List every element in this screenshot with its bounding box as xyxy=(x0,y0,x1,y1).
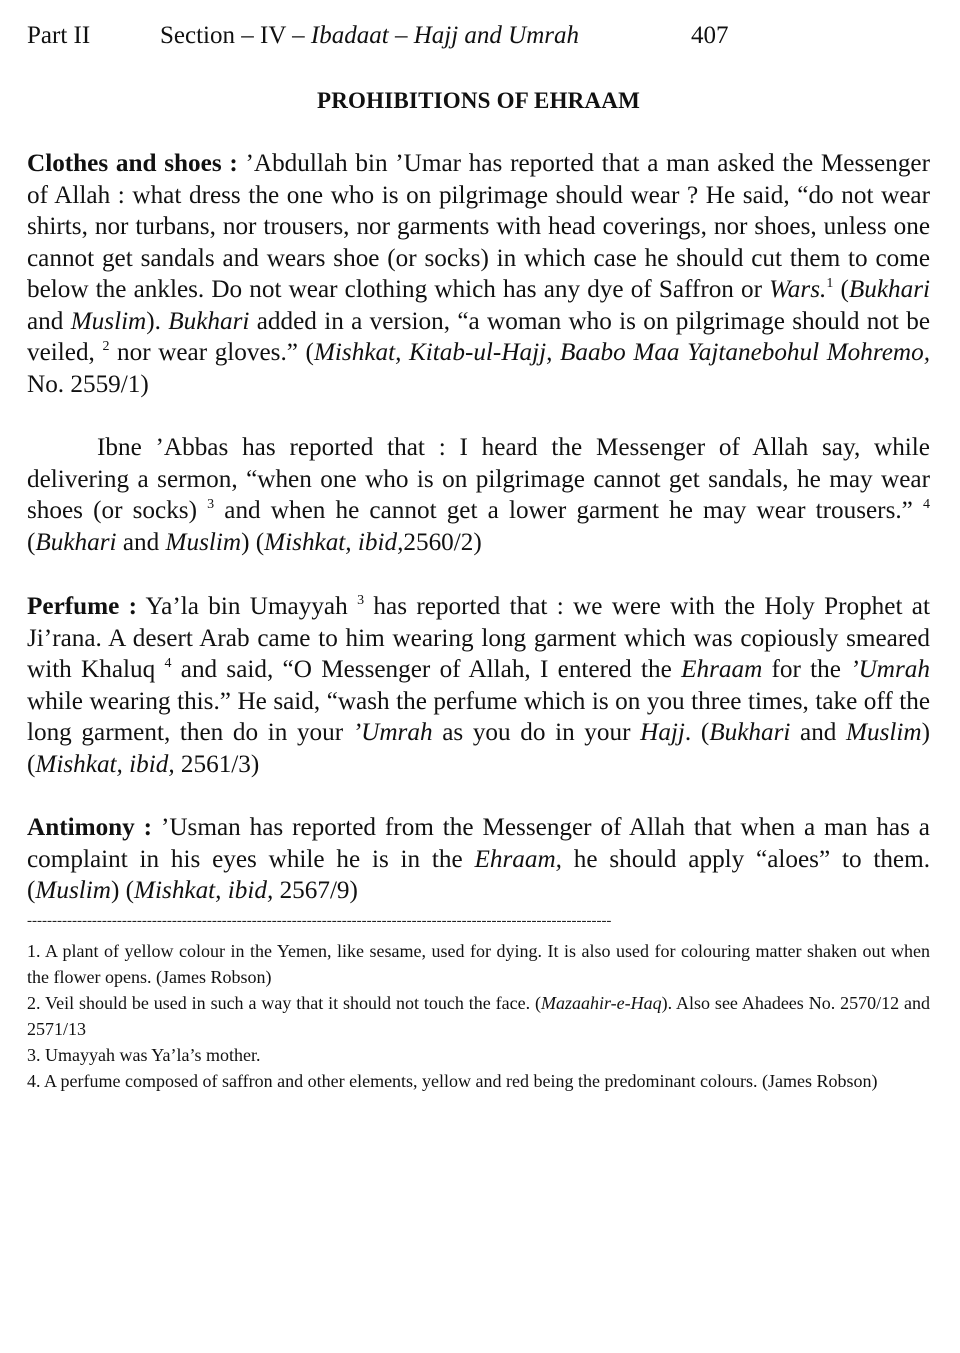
text: ( xyxy=(27,528,36,556)
term-umrah: ’Umrah xyxy=(352,719,433,746)
footnote-ref: 3 xyxy=(357,593,365,608)
header-section-title: Ibadaat – Hajj and Umrah xyxy=(310,22,579,49)
footnote-4: 4. A perfume composed of saffron and other elements, yellow and red being the predominant colours. (James Robson) xyxy=(27,1071,878,1091)
term-ehraam: Ehraam xyxy=(681,656,763,683)
text: Ya’la bin Umayyah xyxy=(137,593,358,620)
source-bukhari: Bukhari xyxy=(35,528,117,556)
source-muslim: Muslim xyxy=(70,307,147,335)
text: ) ( xyxy=(27,719,930,778)
source-muslim: Muslim xyxy=(846,719,922,746)
term-wars: Wars. xyxy=(769,276,827,303)
text: has reported that : we were with the Holy Prophet at Ji’rana. A desert Arab came to him wearing long garment which was copiously smeared with Khaluq xyxy=(27,593,930,683)
footnote-1: 1. A plant of yellow colour in the Yemen, like sesame, used for dying. It is also used for colouring matter shaken out when the flower opens. (James Robson) xyxy=(27,941,930,987)
heading-perfume: Perfume : xyxy=(27,593,138,620)
source-muslim: Muslim xyxy=(165,528,242,556)
text: and said, “O Messenger of Allah, I entered the xyxy=(171,656,682,683)
heading-antimony: Antimony : xyxy=(27,814,153,841)
paragraph-antimony xyxy=(27,812,930,907)
text: 2567/9) xyxy=(273,877,358,904)
text: ’Usman has reported from the Messenger of Allah that when a man has a complaint in his eyes while he is in the xyxy=(27,814,930,873)
footnote-2 xyxy=(27,990,930,1042)
text: and xyxy=(116,528,166,556)
reference: Mishkat, ibid, xyxy=(264,528,404,556)
text: 2. Veil should be used in such a way that it should not touch the face. ( xyxy=(27,993,541,1013)
running-header xyxy=(27,22,930,52)
header-page-number: 407 xyxy=(691,22,729,49)
text: added in a version, “a woman who is on pilgrimage should not be veiled, xyxy=(27,307,930,366)
text: ). Also see Ahadees No. 2570/12 and 2571/13 xyxy=(27,993,930,1039)
footnote-ref: 3 xyxy=(207,497,215,512)
reference: Mishkat, ibid, xyxy=(134,877,274,904)
reference: Mishkat, Kitab-ul-Hajj, Baabo Maa Yajtanebohul Mohremo, xyxy=(313,339,931,366)
text: Ibne ’Abbas has reported that : I heard the Messenger of Allah say, while delivering a sermon, “when one who is on pilgrimage cannot get sandals, he may wear shoes (or socks) xyxy=(27,434,930,524)
footnote-ref: 4 xyxy=(164,656,172,671)
reference: Mishkat, ibid, xyxy=(35,750,175,778)
text: No. 2559/1) xyxy=(27,370,149,398)
text: for the xyxy=(762,656,851,683)
paragraph-abbas xyxy=(27,432,930,558)
footnote-ref: 2 xyxy=(102,339,110,354)
text: ) ( xyxy=(110,877,135,904)
source-bukhari: Bukhari xyxy=(168,307,250,335)
text: ) ( xyxy=(241,528,265,556)
footnotes xyxy=(27,938,930,1094)
header-section xyxy=(160,22,579,50)
text: 2560/2) xyxy=(403,528,482,556)
source-bukhari: Bukhari xyxy=(848,276,930,303)
term-ehraam: Ehraam, xyxy=(474,845,562,873)
text: ’Abdullah bin ’Umar has reported that a man asked the Messenger of Allah : what dress the one who is on pilgrimage should wear ? He said, “do not wear shirts, nor turbans, nor trousers, nor garments with head coverings, nor shoes, unless one cannot get sandals and wears shoe (or socks) in which case he should cut them to come below the ankles. Do not wear clothing which has any dye of Saffron or xyxy=(27,150,930,303)
footnote-separator: --------------------------------------------------------------------------------------------------------------------- xyxy=(27,913,612,929)
paragraph-clothes xyxy=(27,148,930,400)
source-bukhari: Bukhari xyxy=(709,719,791,746)
source-muslim: Muslim xyxy=(35,877,111,904)
reference: Mazaahir-e-Haq xyxy=(541,993,662,1013)
header-section-prefix: Section – IV – xyxy=(160,22,311,49)
text: he should apply “aloes” to them. ( xyxy=(27,845,930,904)
heading-clothes: Clothes and shoes : xyxy=(27,150,238,177)
term-hajj: Hajj xyxy=(640,719,685,746)
text: 2561/3) xyxy=(174,750,260,778)
text: . ( xyxy=(684,719,710,746)
footnote-ref: 4 xyxy=(923,497,930,512)
text: as you do in your xyxy=(432,719,641,746)
text: and xyxy=(790,719,847,746)
footnote-3: 3. Umayyah was Ya’la’s mother. xyxy=(27,1045,261,1065)
header-part: Part II xyxy=(27,22,91,49)
text: ). xyxy=(146,307,169,335)
term-umrah: ’Umrah xyxy=(850,656,930,683)
footnote-ref: 1 xyxy=(826,276,834,291)
text: while wearing this.” He said, “wash the perfume which is on you three times, take off the long garment, then do in your xyxy=(27,687,930,746)
text: and when he cannot get a lower garment he may wear trousers.” xyxy=(214,497,923,524)
text: and xyxy=(27,307,71,335)
text: ( xyxy=(833,276,849,303)
page-title: PROHIBITIONS OF EHRAAM xyxy=(316,88,641,113)
paragraph-perfume xyxy=(27,591,930,780)
text: nor wear gloves.” ( xyxy=(109,339,314,366)
